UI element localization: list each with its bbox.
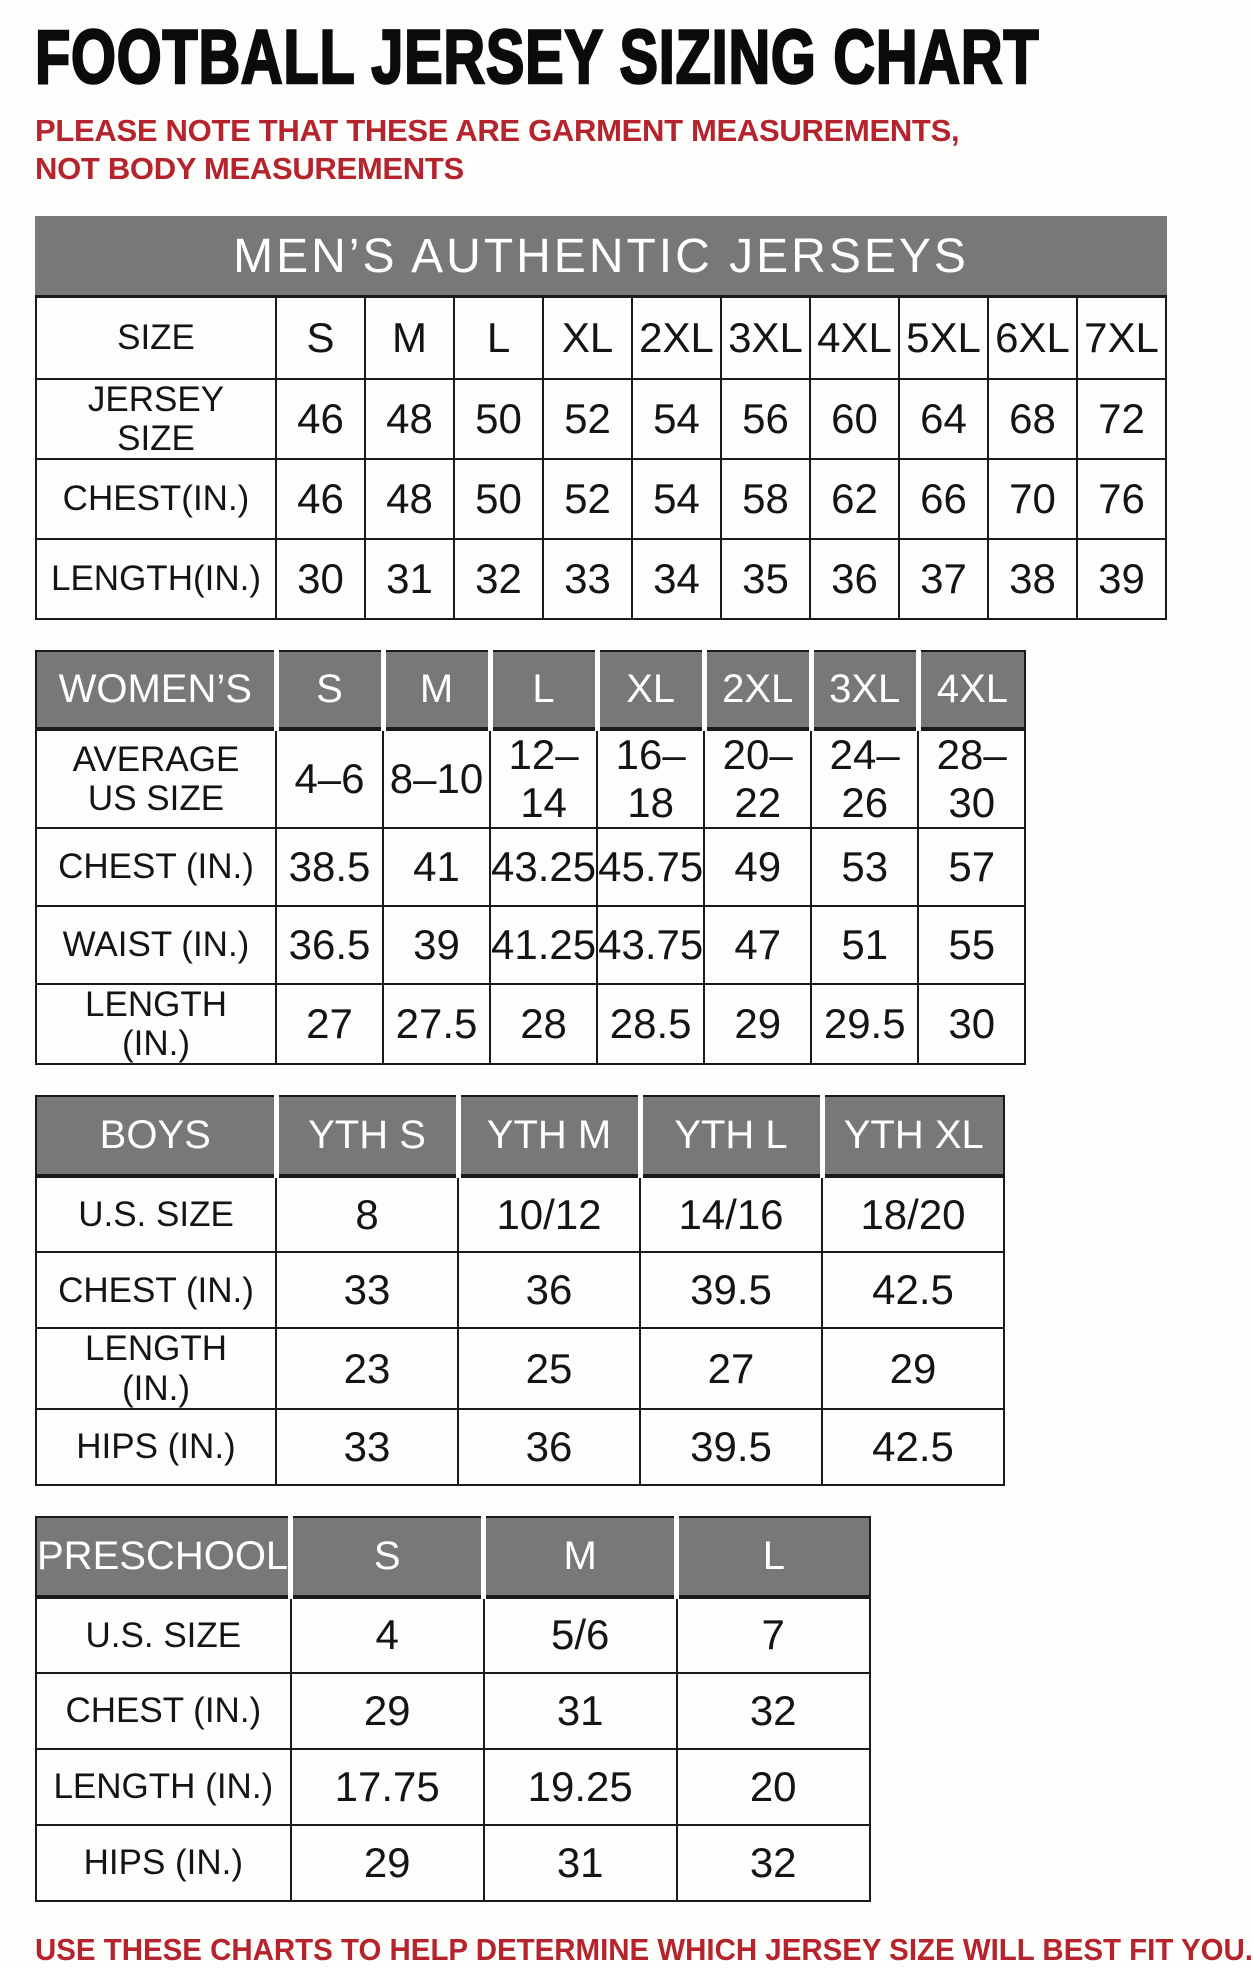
column-header: S xyxy=(291,1517,484,1597)
table-header-row xyxy=(36,651,1025,729)
table-row xyxy=(36,1176,1004,1252)
row-label: CHEST (IN.) xyxy=(36,1252,276,1328)
table-row xyxy=(36,1328,1004,1408)
size-value-cell: 68 xyxy=(988,379,1077,459)
table-row xyxy=(36,297,1166,379)
table-row xyxy=(36,459,1166,539)
size-value-cell: 17.75 xyxy=(291,1749,484,1825)
size-value-cell: 29 xyxy=(704,984,811,1064)
table-row xyxy=(36,539,1166,619)
size-value-cell: 31 xyxy=(484,1673,677,1749)
table-header-row xyxy=(36,1517,870,1597)
size-value-cell: 41 xyxy=(383,828,490,906)
size-value-cell: 76 xyxy=(1077,459,1166,539)
boys-sizing-table xyxy=(35,1095,1005,1485)
column-header: 4XL xyxy=(918,651,1025,729)
size-value-cell: 6XL xyxy=(988,297,1077,379)
column-header: M xyxy=(383,651,490,729)
size-value-cell: 43.25 xyxy=(490,828,597,906)
table-row xyxy=(36,1252,1004,1328)
table-row xyxy=(36,1825,870,1901)
size-value-cell: 36.5 xyxy=(276,906,383,984)
row-label: CHEST (IN.) xyxy=(36,828,276,906)
size-value-cell: 29 xyxy=(291,1825,484,1901)
size-value-cell: 55 xyxy=(918,906,1025,984)
column-header: YTH XL xyxy=(822,1096,1004,1176)
size-value-cell: XL xyxy=(543,297,632,379)
size-value-cell: 5/6 xyxy=(484,1597,677,1673)
size-value-cell: 62 xyxy=(810,459,899,539)
size-value-cell: 4XL xyxy=(810,297,899,379)
size-value-cell: 31 xyxy=(365,539,454,619)
preschool-header-label: PRESCHOOL xyxy=(36,1517,291,1597)
row-label: U.S. SIZE xyxy=(36,1176,276,1252)
size-value-cell: 4 xyxy=(291,1597,484,1673)
size-value-cell: 39 xyxy=(1077,539,1166,619)
row-label: U.S. SIZE xyxy=(36,1597,291,1673)
size-value-cell: 27 xyxy=(276,984,383,1064)
table-row xyxy=(36,1673,870,1749)
column-header: YTH M xyxy=(458,1096,640,1176)
size-value-cell: 70 xyxy=(988,459,1077,539)
size-value-cell: 24–26 xyxy=(811,729,918,828)
table-row xyxy=(36,1749,870,1825)
size-value-cell: 8 xyxy=(276,1176,458,1252)
page-title: FOOTBALL JERSEY SIZING CHART xyxy=(35,15,1040,100)
size-value-cell: 38.5 xyxy=(276,828,383,906)
size-value-cell: 35 xyxy=(721,539,810,619)
size-value-cell: 10/12 xyxy=(458,1176,640,1252)
size-value-cell: 32 xyxy=(454,539,543,619)
row-label: WAIST (IN.) xyxy=(36,906,276,984)
size-value-cell: 4–6 xyxy=(276,729,383,828)
size-value-cell: 12–14 xyxy=(490,729,597,828)
size-value-cell: 57 xyxy=(918,828,1025,906)
size-value-cell: 34 xyxy=(632,539,721,619)
size-value-cell: 64 xyxy=(899,379,988,459)
size-value-cell: 29.5 xyxy=(811,984,918,1064)
row-label: SIZE xyxy=(36,297,276,379)
size-value-cell: 30 xyxy=(918,984,1025,1064)
size-value-cell: 37 xyxy=(899,539,988,619)
size-value-cell: 60 xyxy=(810,379,899,459)
size-value-cell: 39.5 xyxy=(640,1409,822,1485)
size-value-cell: 45.75 xyxy=(597,828,704,906)
womens-sizing-table xyxy=(35,650,1026,1065)
size-value-cell: 36 xyxy=(458,1252,640,1328)
size-value-cell: 39.5 xyxy=(640,1252,822,1328)
table-row xyxy=(36,984,1025,1064)
size-value-cell: 58 xyxy=(721,459,810,539)
column-header: XL xyxy=(597,651,704,729)
size-value-cell: 25 xyxy=(458,1328,640,1408)
size-value-cell: 46 xyxy=(276,459,365,539)
size-value-cell: 66 xyxy=(899,459,988,539)
size-value-cell: 33 xyxy=(543,539,632,619)
table-row xyxy=(36,1409,1004,1485)
size-value-cell: 20–22 xyxy=(704,729,811,828)
size-value-cell: M xyxy=(365,297,454,379)
size-value-cell: 29 xyxy=(822,1328,1004,1408)
size-value-cell: 27 xyxy=(640,1328,822,1408)
size-value-cell: 33 xyxy=(276,1409,458,1485)
size-value-cell: 5XL xyxy=(899,297,988,379)
size-value-cell: 30 xyxy=(276,539,365,619)
size-value-cell: S xyxy=(276,297,365,379)
mens-banner: MEN’S AUTHENTIC JERSEYS xyxy=(36,217,1166,297)
row-label: LENGTH(IN.) xyxy=(36,539,276,619)
column-header: L xyxy=(677,1517,870,1597)
size-value-cell: 20 xyxy=(677,1749,870,1825)
size-value-cell: 14/16 xyxy=(640,1176,822,1252)
row-label: CHEST(IN.) xyxy=(36,459,276,539)
preschool-sizing-table xyxy=(35,1516,871,1902)
size-value-cell: 2XL xyxy=(632,297,721,379)
size-value-cell: 39 xyxy=(383,906,490,984)
size-value-cell: 49 xyxy=(704,828,811,906)
row-label: AVERAGE US SIZE xyxy=(36,729,276,828)
size-value-cell: 28–30 xyxy=(918,729,1025,828)
size-value-cell: 33 xyxy=(276,1252,458,1328)
column-header: 3XL xyxy=(811,651,918,729)
column-header: M xyxy=(484,1517,677,1597)
size-value-cell: 28.5 xyxy=(597,984,704,1064)
size-value-cell: 31 xyxy=(484,1825,677,1901)
table-row xyxy=(36,906,1025,984)
size-value-cell: 29 xyxy=(291,1673,484,1749)
size-value-cell: 50 xyxy=(454,459,543,539)
size-value-cell: 27.5 xyxy=(383,984,490,1064)
size-value-cell: 47 xyxy=(704,906,811,984)
size-value-cell: 8–10 xyxy=(383,729,490,828)
garment-measurement-note: PLEASE NOTE THAT THESE ARE GARMENT MEASUREMENTS, NOT BODY MEASUREMENTS xyxy=(35,113,960,186)
table-row xyxy=(36,1597,870,1673)
size-value-cell: 53 xyxy=(811,828,918,906)
column-header: L xyxy=(490,651,597,729)
size-value-cell: 52 xyxy=(543,459,632,539)
table-row xyxy=(36,729,1025,828)
row-label: LENGTH (IN.) xyxy=(36,984,276,1064)
size-value-cell: 36 xyxy=(458,1409,640,1485)
size-value-cell: 54 xyxy=(632,459,721,539)
table-row xyxy=(36,379,1166,459)
row-label: CHEST (IN.) xyxy=(36,1673,291,1749)
size-value-cell: 7XL xyxy=(1077,297,1166,379)
column-header: 2XL xyxy=(704,651,811,729)
size-value-cell: 72 xyxy=(1077,379,1166,459)
size-value-cell: 51 xyxy=(811,906,918,984)
mens-sizing-table xyxy=(35,216,1167,620)
row-label: HIPS (IN.) xyxy=(36,1825,291,1901)
size-value-cell: 52 xyxy=(543,379,632,459)
size-value-cell: 43.75 xyxy=(597,906,704,984)
table-banner-row xyxy=(36,217,1166,297)
size-value-cell: 46 xyxy=(276,379,365,459)
size-value-cell: 7 xyxy=(677,1597,870,1673)
size-value-cell: 32 xyxy=(677,1673,870,1749)
row-label: LENGTH (IN.) xyxy=(36,1328,276,1408)
row-label: HIPS (IN.) xyxy=(36,1409,276,1485)
size-value-cell: 16–18 xyxy=(597,729,704,828)
boys-header-label: BOYS xyxy=(36,1096,276,1176)
size-value-cell: 56 xyxy=(721,379,810,459)
size-value-cell: 42.5 xyxy=(822,1409,1004,1485)
size-value-cell: L xyxy=(454,297,543,379)
size-value-cell: 42.5 xyxy=(822,1252,1004,1328)
womens-header-label: WOMEN’S xyxy=(36,651,276,729)
size-value-cell: 36 xyxy=(810,539,899,619)
column-header: YTH S xyxy=(276,1096,458,1176)
row-label: JERSEY SIZE xyxy=(36,379,276,459)
size-value-cell: 19.25 xyxy=(484,1749,677,1825)
table-row xyxy=(36,828,1025,906)
size-value-cell: 32 xyxy=(677,1825,870,1901)
footer-note: USE THESE CHARTS TO HELP DETERMINE WHICH JERSEY SIZE WILL BEST FIT YOU. xyxy=(35,1931,1253,1967)
sizing-tables-container xyxy=(35,216,1170,1902)
size-value-cell: 38 xyxy=(988,539,1077,619)
table-header-row xyxy=(36,1096,1004,1176)
size-value-cell: 48 xyxy=(365,379,454,459)
size-value-cell: 18/20 xyxy=(822,1176,1004,1252)
row-label: LENGTH (IN.) xyxy=(36,1749,291,1825)
size-value-cell: 23 xyxy=(276,1328,458,1408)
column-header: S xyxy=(276,651,383,729)
size-value-cell: 48 xyxy=(365,459,454,539)
size-value-cell: 41.25 xyxy=(490,906,597,984)
size-value-cell: 50 xyxy=(454,379,543,459)
size-value-cell: 28 xyxy=(490,984,597,1064)
size-value-cell: 54 xyxy=(632,379,721,459)
column-header: YTH L xyxy=(640,1096,822,1176)
size-value-cell: 3XL xyxy=(721,297,810,379)
